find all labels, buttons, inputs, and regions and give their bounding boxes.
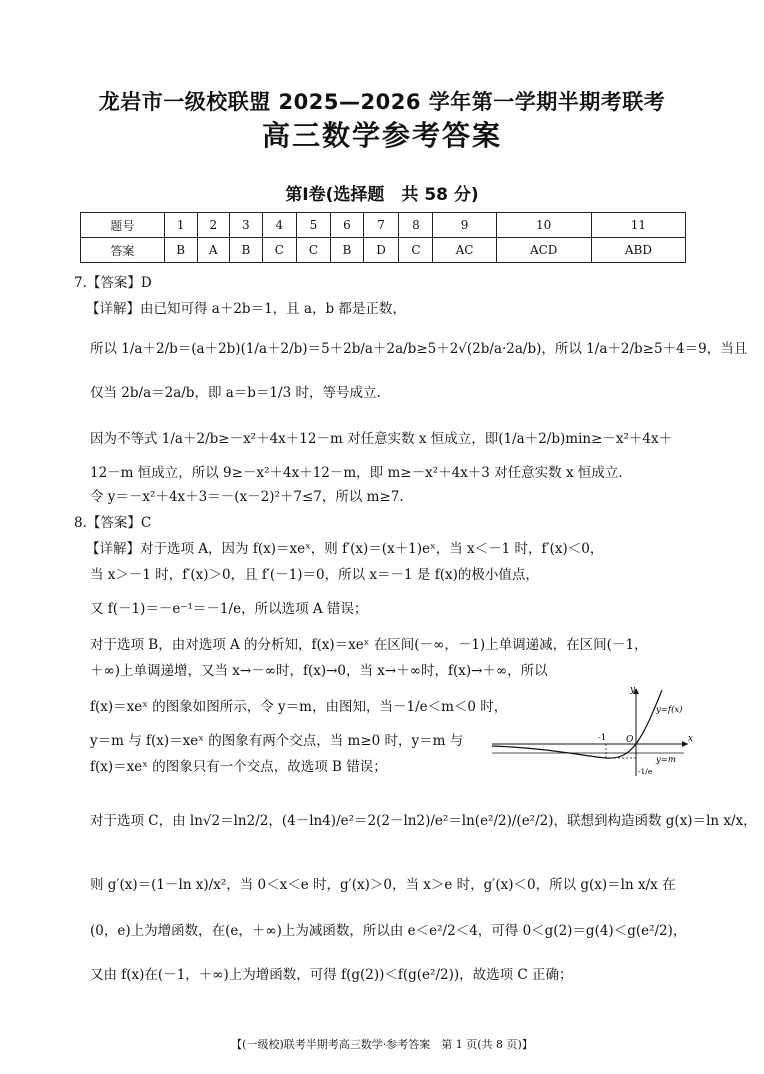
exam-title: 龙岩市一级校联盟 2025—2026 学年第一学期半期考联考 — [98, 90, 666, 114]
question-number: 1 — [164, 213, 197, 238]
q7-line-3: 仅当 2b/a＝2a/b，即 a＝b＝1/3 时，等号成立. — [90, 385, 381, 401]
q7-line-4: 因为不等式 1/a＋2/b≥－x²＋4x＋12－m 对任意实数 x 恒成立，即(1/a＋2/b)min≥－x²＋4x＋ — [90, 431, 673, 447]
document-title: 高三数学参考答案 — [261, 119, 502, 152]
q8-line-12: 又由 f(x)在(－1，＋∞)上为增函数，可得 f(g(2))＜f(g(e²/2))，故选项 C 正确； — [90, 967, 573, 983]
answer-cell: C — [296, 238, 330, 263]
answer-cell: C — [399, 238, 433, 263]
origin-label: O — [626, 735, 634, 745]
q8-line-10: 则 g′(x)＝(1－ln x)/x²，当 0＜x＜e 时，g′(x)＞0，当 x＞e 时，g′(x)＜0，所以 g(x)＝ln x/x 在 — [90, 877, 676, 893]
q7-line-1: 【详解】由已知可得 a＋2b＝1，且 a，b 都是正数， — [86, 301, 406, 317]
curve-label: y=f(x) — [656, 705, 683, 715]
q7-line-5: 12－m 恒成立，所以 9≥－x²＋4x＋12－m，即 m≥－x²＋4x＋3 对任意实数 x 恒成立. — [90, 465, 623, 481]
answer-cell: B — [330, 238, 363, 263]
answer-cell: C — [262, 238, 296, 263]
row-label-number: 题号 — [81, 213, 165, 238]
y-label: y — [630, 685, 636, 695]
question-number: 8 — [399, 213, 433, 238]
q8-line-9: 对于选项 C，由 ln√2＝ln2/2，(4－ln4)/e²＝2(2－ln2)/e²＝ln(e²/2)/(e²/2)，联想到构造函数 g(x)＝ln x/x， — [90, 813, 757, 829]
q8-line-3: 又 f(－1)＝－e⁻¹＝－1/e，所以选项 A 错误； — [90, 601, 368, 617]
answer-cell: D — [363, 238, 399, 263]
q8-line-1: 【详解】对于选项 A，因为 f(x)＝xeˣ，则 f′(x)＝(x＋1)eˣ，当 x＜－1 时，f′(x)＜0， — [86, 541, 604, 557]
q8-line-4: 对于选项 B，由对选项 A 的分析知，f(x)＝xeˣ 在区间(－∞，－1)上单调递减，在区间(－1， — [90, 637, 648, 653]
answer-table — [80, 212, 686, 263]
q8-line-8: f(x)＝xeˣ 的图象只有一个交点，故选项 B 错误； — [90, 759, 387, 775]
q7-line-2: 所以 1/a＋2/b＝(a＋2b)(1/a＋2/b)＝5＋2b/a＋2a/b≥5＋2√(2b/a·2a/b)，所以 1/a＋2/b≥5＋4＝9，当且 — [90, 341, 748, 357]
answer-cell: ABD — [591, 238, 685, 263]
answer-cell: A — [197, 238, 229, 263]
question-number: 10 — [496, 213, 591, 238]
question-number: 4 — [262, 213, 296, 238]
tick-inv-e: -1/e — [638, 767, 653, 776]
question-number: 6 — [330, 213, 363, 238]
question-number: 11 — [591, 213, 685, 238]
q8-line-11: (0，e)上为增函数，在(e，＋∞)上为减函数，所以由 e＜e²/2＜4，可得 0＜g(2)＝g(4)＜g(e²/2)， — [90, 923, 687, 939]
q8-line-2: 当 x＞－1 时，f′(x)＞0，且 f′(－1)＝0，所以 x＝－1 是 f(x)的极小值点， — [90, 567, 539, 583]
q8-line-7: y＝m 与 f(x)＝xeˣ 的图象有两个交点，当 m≥0 时，y＝m 与 — [90, 733, 464, 749]
tick-neg1: -1 — [598, 733, 607, 743]
question-number: 3 — [229, 213, 262, 238]
function-graph — [488, 684, 698, 780]
section-title: 第Ⅰ卷(选择题 共 58 分) — [285, 185, 479, 205]
question-number: 7 — [363, 213, 399, 238]
q8-line-5: ＋∞)上单调递增，又当 x→－∞时，f(x)→0，当 x→＋∞时，f(x)→＋∞，所以 — [90, 663, 548, 679]
q8-heading: 8.【答案】C — [74, 515, 152, 531]
answer-cell: B — [164, 238, 197, 263]
q7-line-6: 令 y＝－x²＋4x＋3＝－(x－2)²＋7≤7，所以 m≥7. — [90, 489, 404, 505]
row-label-answer: 答案 — [81, 238, 165, 263]
answer-table-row-answers — [81, 238, 686, 263]
question-number: 2 — [197, 213, 229, 238]
line-label: y=m — [656, 755, 676, 765]
page-footer: 【(一级校)联考半期考高三数学·参考答案 第 1 页(共 8 页)】 — [231, 1038, 533, 1051]
answer-table-row-numbers — [81, 213, 686, 238]
q8-line-6: f(x)＝xeˣ 的图象如图所示，令 y＝m，由图知，当－1/e＜m＜0 时， — [90, 699, 508, 715]
x-label: x — [688, 734, 694, 744]
answer-cell: ACD — [496, 238, 591, 263]
answer-cell: B — [229, 238, 262, 263]
answer-cell: AC — [433, 238, 496, 263]
question-number: 9 — [433, 213, 496, 238]
question-number: 5 — [296, 213, 330, 238]
q7-heading: 7.【答案】D — [74, 275, 152, 291]
